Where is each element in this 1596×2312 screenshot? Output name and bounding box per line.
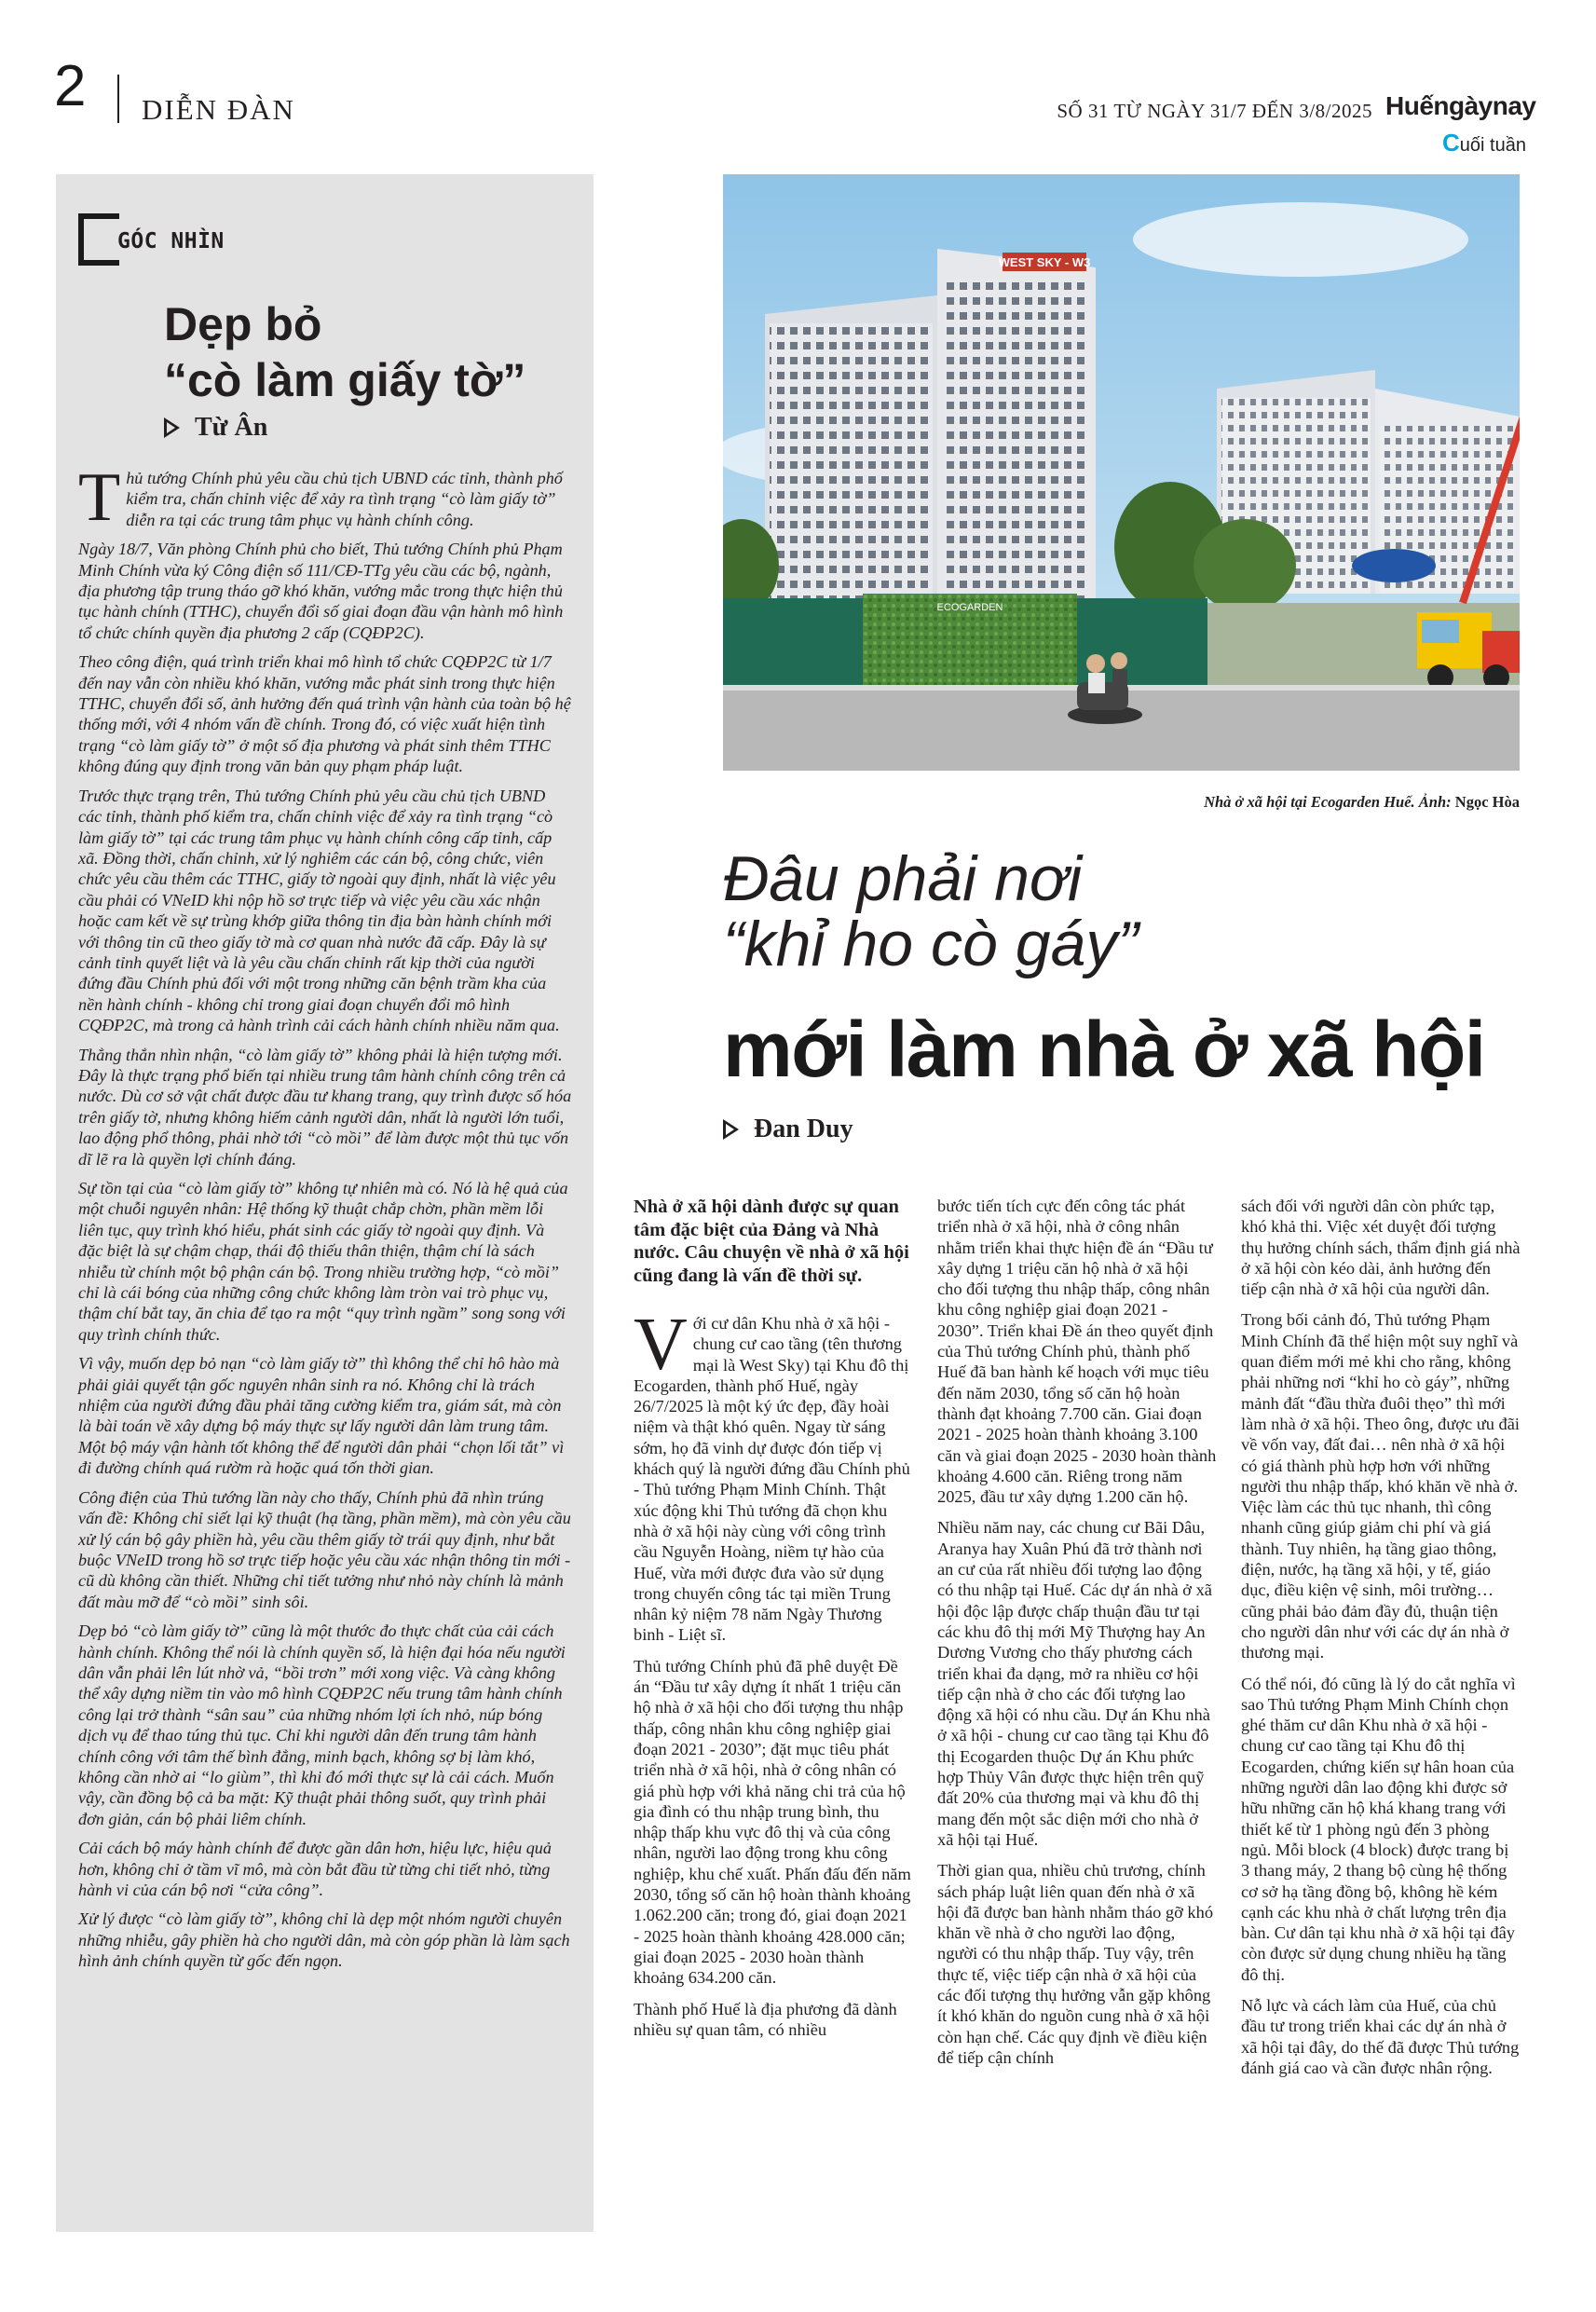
article-column-1 <box>634 1196 913 2050</box>
article-paragraph: Thời gian qua, nhiều chủ trương, chính sách pháp luật liên quan đến nhà ở xã hội đã được ban hành nhằm tháo gỡ khó khăn về nhà ở cho người lao động, người có thu nhập thấp. Tuy vậy, trên thực tế, việc tiếp cận nhà ở xã hội của các đối tượng thụ hưởng vẫn gặp không ít khó khăn do nguồn cung nhà ở xã hội còn hạn chế. Các quy định về điều kiện để tiếp cận chính <box>937 1861 1214 2067</box>
headline-line2: “khỉ ho cò gáy” <box>723 909 1139 979</box>
headline-line1: Đâu phải nơi <box>723 843 1083 914</box>
photo-credit: Ngọc Hòa <box>1454 793 1520 811</box>
issue-info: SỐ 31 TỪ NGÀY 31/7 ĐẾN 3/8/2025 <box>1057 100 1372 122</box>
brand-subtitle-text: uối tuần <box>1459 135 1526 156</box>
article-column-3 <box>1241 1196 1521 2088</box>
article-paragraph: Thành phố Huế là địa phương đã dành nhiều sự quan tâm, có nhiều <box>634 1999 897 2039</box>
sidebar-paragraph: Sự tồn tại của “cò làm giấy tờ” không tự nhiên mà có. Nó là hệ quả của một chuỗi nguyên nhân: Hệ thống kỹ thuật chắp chờn, phần mềm lỗi liên tục, quy trình khó hiểu, phát sinh các giấy tờ ngoài quy định. Và đặc biệt là sự chậm chạp, thái độ thiếu thân thiện, thậm chí là sách nhiễu từ chính một bộ phận cán bộ. Trong nhiều trường hợp, “cò mồi” chỉ là cái bóng của những công chức không làm tròn vai trò phục vụ, thậm chí bắt tay, ăn chia để tạo ra một “quy trình ngầm” song song với quy trình chính thức. <box>78 1179 568 1344</box>
photo-caption-text: Nhà ở xã hội tại Ecogarden Huế. Ảnh: <box>1204 793 1455 811</box>
byline-arrow-icon <box>723 1119 739 1140</box>
article-paragraph: Nhiều năm nay, các chung cư Bãi Dâu, Aranya hay Xuân Phú đã trở thành nơi an cư của rất nhiều đối tượng lao động có thu nhập tại Huế. Các dự án nhà ở xã hội độc lập được chấp thuận đầu tư tại các khu đô thị mới Mỹ Thượng hay An Dương Vương cho thấy phương cách triển khai đa dạng, mở ra nhiều cơ hội tiếp cận nhà ở cho các đối tượng lao động xã hội có nhu cầu. Dự án Khu nhà ở xã hội - chung cư cao tầng tại Khu đô thị Ecogarden thuộc Dự án Khu phức hợp Thủy Vân được thực hiện trên quỹ đất 20% của thương mại và khu đô thị mang đến một sắc diện mới cho nhà ở xã hội tại Huế. <box>937 1518 1212 1849</box>
byline-arrow-icon <box>164 417 180 438</box>
article-lead: Nhà ở xã hội dành được sự quan tâm đặc biệt của Đảng và Nhà nước. Câu chuyện về nhà ở xã hội cũng đang là vấn đề thời sự. <box>634 1197 909 1286</box>
column-label: GÓC NHÌN <box>117 229 225 253</box>
column-label-frame <box>78 213 119 266</box>
hoarding-sign: ECOGARDEN <box>936 602 1003 613</box>
sidebar-paragraph: Thẳng thắn nhìn nhận, “cò làm giấy tờ” không phải là hiện tượng mới. Đây là thực trạng phổ biến tại nhiều trung tâm hành chính công trên cả nước. Dù cơ sở vật chất được đầu tư khang trang, quy trình được số hóa trên giấy tờ, nhưng không hiếm cảnh người dân, nhất là người lớn tuổi, lao động phổ thông, phải nhờ tới “cò mồi” để làm được một thủ tục vốn dĩ lẽ ra là quyền lợi chính đáng. <box>78 1045 572 1169</box>
sidebar-paragraph: Dẹp bỏ “cò làm giấy tờ” cũng là một thước đo thực chất của cải cách hành chính. Không thể nói là chính quyền số, là hiện đại hóa nếu người dân vẫn phải lên lút nhờ vả, “bồi trơn” mới xong việc. Và càng không thể xây dựng niềm tin vào mô hình CQĐP2C nếu trung tâm hành chính công lại trở thành “sân sau” của những nhóm lợi ích nhỏ, núp bóng dịch vụ để thao túng thủ tục. Chỉ khi người dân đến trung tâm hành chính công với tâm thế bình đẳng, minh bạch, không sợ bị làm khó, không cần nhờ ai “lo giùm”, thì khi đó mới thực sự là cải cách. Muốn vậy, cần đồng bộ cả ba mặt: Kỹ thuật phải thông suốt, quy trình phải đơn giản, cán bộ phải liêm chính. <box>78 1621 566 1828</box>
sidebar-dropcap: T <box>78 459 121 536</box>
sidebar-paragraph: Trước thực trạng trên, Thủ tướng Chính phủ yêu cầu chủ tịch UBND các tỉnh, thành phố kiểm tra, chấn chỉnh việc để xảy ra tình trạng “cò làm giấy tờ” tại các trung tâm phục vụ hành chính công cấp tỉnh, cấp xã. Đồng thời, chấn chỉnh, xử lý nghiêm các cán bộ, công chức, viên chức yêu cầu thêm các TTHC, giấy tờ ngoài quy định, nhất là việc yêu cầu phải có VNeID khi nộp hồ sơ trực tiếp và việc yêu cầu xác nhận hoặc cam kết về sự trùng khớp giữa thông tin địa bàn hành chính mới với thông tin cũ theo giấy tờ mà cơ quan nhà nước đã cấp. Đây là sự cảnh tỉnh quyết liệt và là yêu cầu chấn chỉnh rất kịp thời của người đứng đầu Chính phủ đối với một trong những căn bệnh trầm kha của nền hành chính - không chỉ trong giai đoạn chuyển đổi mô hình CQĐP2C, mà trong cả hành trình cải cách hành chính nhiều năm qua. <box>78 786 560 1035</box>
sidebar-body <box>78 459 572 1980</box>
sidebar-title-line2: “cò làm giấy tờ” <box>164 354 526 406</box>
sidebar-paragraph: Cải cách bộ máy hành chính để được gần dân hơn, hiệu lực, hiệu quả hơn, không chỉ ở tầm vĩ mô, mà còn bắt đầu từ từng chi tiết nhỏ, từng hành vi của cán bộ nơi “cửa công”. <box>78 1839 552 1899</box>
article-paragraph: Thủ tướng Chính phủ đã phê duyệt Đề án “Đầu tư xây dựng ít nhất 1 triệu căn hộ nhà ở xã hội cho đối tượng thu nhập thấp, công nhân khu công nghiệp giai đoạn 2021 - 2030”; đặt mục tiêu phát triển nhà ở xã hội, nhà ở công nhân có giá phù hợp với khả năng chi trả của hộ gia đình có thu nhập trung bình, thu nhập thấp khu vực đô thị và của công nhân, người lao động trong khu công nghiệp, khu chế xuất. Phấn đấu đến năm 2030, tổng số căn hộ hoàn thành khoảng 1.062.200 căn; trong đó, giai đoạn 2021 - 2025 hoàn thành khoảng 428.000 căn; giai đoạn 2025 - 2030 hoàn thành khoảng 634.200 căn. <box>634 1656 911 1988</box>
article-paragraph: Nỗ lực và cách làm của Huế, của chủ đầu tư trong triển khai các dự án nhà ở xã hội tại đây, do thế đã được Thủ tướng đánh giá cao và cần được nhân rộng. <box>1241 1995 1520 2077</box>
article-paragraph: Với cư dân Khu nhà ở xã hội - chung cư cao tầng (tên thương mại là West Sky) tại Khu đô thị Ecogarden, thành phố Huế, ngày 26/7/2025 là một ký ức đẹp, đầy hoài niệm và thật khó quên. Ngay từ sáng sớm, họ đã vinh dự được đón tiếp vị khách quý là người đứng đầu Chính phủ - Thủ tướng Phạm Minh Chính. Thật xúc động khi Thủ tướng đã chọn khu nhà ở xã hội này cùng với công trình cầu Nguyễn Hoàng, niềm tự hào của Huế, vừa mới được đưa vào sử dụng trong chuyến công tác tại miền Trung nhân kỷ niệm 78 năm Ngày Thương binh - Liệt sĩ. <box>634 1304 910 1645</box>
sidebar-paragraph: Ngày 18/7, Văn phòng Chính phủ cho biết, Thủ tướng Chính phủ Phạm Minh Chính vừa ký Công điện số 111/CĐ-TTg yêu cầu các bộ, ngành, địa phương tập trung tháo gỡ khó khăn, vướng mắc trong thực hiện thủ tục hành chính (TTHC), chuyển đổi số giai đoạn đầu vận hành mô hình tổ chức chính quyền địa phương 2 cấp (CQĐP2C). <box>78 540 564 642</box>
brand-subtitle-letter: C <box>1442 129 1460 157</box>
article-paragraph: sách đối với người dân còn phức tạp, khó khả thi. Việc xét duyệt đối tượng thụ hưởng chính sách, thẩm định giá nhà ở xã hội còn kéo dài, ảnh hưởng đến tiếp cận nhà ở xã hội của người dân. <box>1241 1197 1521 1299</box>
headline-line3: mới làm nhà ở xã hội <box>723 1006 1485 1093</box>
sidebar-title <box>164 296 574 408</box>
photo-caption <box>1204 793 1520 812</box>
sidebar-author: Từ Ân <box>195 413 268 442</box>
sidebar-paragraph: Theo công điện, quá trình triển khai mô hình tổ chức CQĐP2C từ 1/7 đến nay vẫn còn nhiều khó khăn, vướng mắc phát sinh trong thực hiện TTHC, chuyển đổi số, ảnh hưởng đến quá trình vận hành của toàn bộ hệ thống mới, với 4 nhóm vấn đề chính. Trong đó, có việc xuất hiện tình trạng “cò làm giấy tờ” ở một số địa phương và phát sinh thêm TTHC không đúng quy định trong văn bản quy phạm pháp luật. <box>78 652 571 776</box>
article-paragraph: Trong bối cảnh đó, Thủ tướng Phạm Minh Chính đã thể hiện một suy nghĩ và quan điểm mới mẻ khi cho rằng, không phải những nơi “khỉ ho cò gáy”, những mảnh đất “đầu thừa đuôi thẹo” thì mới làm nhà ở xã hội. Theo ông, được ưu đãi về vốn vay, đất đai… nên nhà ở xã hội có giá thành phù hợp hơn với những người thu nhập thấp, khó khăn về nhà ở. Việc làm các thủ tục nhanh, thì công nhanh cũng giúp giảm chi phí và giá thành. Tuy nhiên, hạ tầng giao thông, điện, nước, hạ tầng xã hội, y tế, giáo dục, điều kiện vệ sinh, môi trường… cũng phải bảo đảm đầy đủ, thuận tiện cho người dân như với các dự án nhà ở thương mại. <box>1241 1310 1521 1662</box>
sidebar-title-line1: Dẹp bỏ <box>164 298 322 350</box>
brand-logo: Huếngàynay <box>1385 91 1536 120</box>
sidebar-paragraph: Thủ tướng Chính phủ yêu cầu chủ tịch UBND các tỉnh, thành phố kiểm tra, chấn chỉnh việc để xảy ra tình trạng “cò làm giấy tờ” diễn ra tại các trung tâm phục vụ hành chính công. <box>78 459 563 536</box>
article-byline <box>723 1115 853 1144</box>
section-title: DIỄN ĐÀN <box>142 93 295 126</box>
sidebar-paragraph: Vì vậy, muốn dẹp bỏ nạn “cò làm giấy tờ” thì không thể chỉ hô hào mà phải giải quyết tận gốc nguyên nhân sinh ra nó. Không chỉ là trách nhiệm của người đứng đầu phải tăng cường kiểm tra, giám sát, mà còn là bài toán về xây dựng bộ máy thực sự lấy người dân làm trung tâm. Một bộ máy vận hành tốt không thể để người dân phải “chọn lối tắt” vì đi đường chính quá rườm rà hoặc quá tốn thời gian. <box>78 1354 565 1478</box>
article-column-2 <box>937 1196 1217 2078</box>
header-divider <box>117 75 119 123</box>
article-dropcap: V <box>634 1304 688 1386</box>
article-paragraph: bước tiến tích cực đến công tác phát triển nhà ở xã hội, nhà ở công nhân nhằm triển khai thực hiện đề án “Đầu tư xây dựng 1 triệu căn hộ nhà ở xã hội cho đối tượng thu nhập thấp, công nhân khu công nghiệp giai đoạn 2021 - 2030”. Triển khai Đề án theo quyết định của Thủ tướng Chính phủ, thành phố Huế đã ban hành kế hoạch với mục tiêu đến năm 2030, tổng số căn hộ hoàn thành đạt khoảng 7.700 căn. Giai đoạn 2021 - 2025 hoàn thành khoảng 3.100 căn và giai đoạn 2025 - 2030 hoàn thành khoảng 4.600 căn. Riêng trong năm 2025, đầu tư xây dựng 1.200 căn hộ. <box>937 1197 1217 1507</box>
article-author: Đan Duy <box>754 1115 853 1143</box>
sidebar-paragraph: Công điện của Thủ tướng lần này cho thấy, Chính phủ đã nhìn trúng vấn đề: Không chỉ siết lại kỹ thuật (hạ tầng, phần mềm), mà còn yêu cầu xử lý cán bộ gây phiền hà, yêu cầu thêm giấy tờ trái quy định, như bắt buộc VNeID trong hồ sơ trực tiếp hoặc yêu cầu xác nhận thông tin mới - cũ dù không cần thiết. Những chỉ tiết tưởng như nhỏ này chính là mảnh đất màu mỡ để “cò mồi” sinh sôi. <box>78 1487 571 1611</box>
sidebar-byline <box>164 413 267 443</box>
page-number: 2 <box>54 54 87 118</box>
building-banner: WEST SKY - W3 <box>998 255 1091 269</box>
article-paragraph: Có thể nói, đó cũng là lý do cắt nghĩa vì sao Thủ tướng Phạm Minh Chính chọn ghé thăm cư dân Khu nhà ở xã hội - chung cư cao tầng tại Khu đô thị Ecogarden, chứng kiến sự hân hoan của những người dân lao động khi được sở hữu những căn hộ khá khang trang với thiết kế từ 1 phòng ngủ đến 3 phòng ngủ. Mỗi block (4 block) được trang bị 3 thang máy, 2 thang bộ cùng hệ thống cơ sở hạ tầng đồng bộ, không hề kém cạnh các khu nhà ở chất lượng trên địa bàn. Cư dân tại khu nhà ở xã hội tại đây còn được sử dụng chung nhiều hạ tầng đô thị. <box>1241 1674 1516 1984</box>
brand-subtitle <box>1442 129 1526 157</box>
sidebar-paragraph: Xử lý được “cò làm giấy tờ”, không chỉ là dẹp một nhóm người chuyên những nhiễu, gây phiền hà cho người dân, mà còn góp phần là làm sạch hình ảnh chính quyền từ gốc đến ngọn. <box>78 1909 570 1971</box>
article-photo <box>723 174 1520 771</box>
